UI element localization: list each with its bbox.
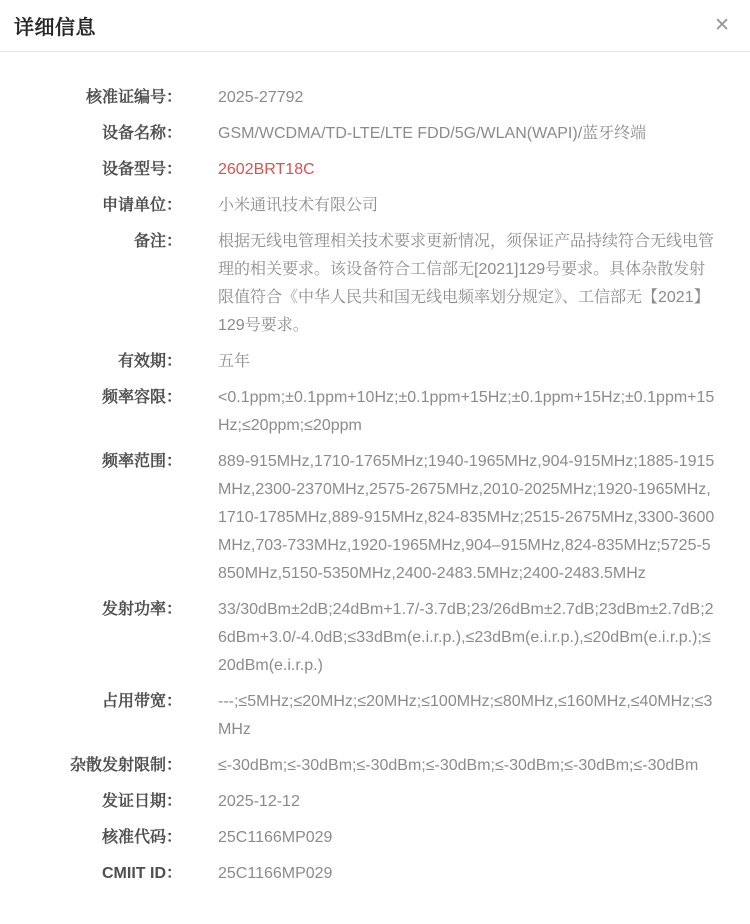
field-label: 核准代码：: [101, 829, 182, 846]
field-value: ≤-30dBm;≤-30dBm;≤-30dBm;≤-30dBm;≤-30dBm;≤-30dBm;≤-30dBm: [218, 757, 699, 774]
field-label: 设备名称：: [101, 125, 182, 142]
field-row: [0, 228, 750, 340]
field-row: [0, 120, 750, 148]
field-value: GSM/WCDMA/TD-LTE/LTE FDD/5G/WLAN(WAPI)/蓝牙终端: [218, 125, 647, 142]
field-label: 频率范围：: [101, 453, 182, 470]
field-label: 发射功率：: [101, 601, 182, 618]
field-label: 设备型号：: [101, 161, 182, 178]
field-value: 33/30dBm±2dB;24dBm+1.7/-3.7dB;23/26dBm±2.7dB;23dBm±2.7dB;26dBm+3.0/-4.0dB;≤33dBm(e.i.r.p.),≤23dBm(e.i.r.p.),≤20dBm(e.i.r.p.);≤20dBm(e.i.r.p.): [218, 601, 714, 674]
field-label: 有效期：: [117, 353, 182, 370]
field-row: [0, 348, 750, 376]
field-row: [0, 596, 750, 680]
field-value: 889-915MHz,1710-1765MHz;1940-1965MHz,904-915MHz;1885-1915MHz,2300-2370MHz,2575-2675MHz,2010-2025MHz;1920-1965MHz,1710-1785MHz,889-915MHz,824-835MHz;2515-2675MHz,3300-3600MHz,703-733MHz,1920-1965MHz,904–915MHz,824-835MHz;5725-5850MHz,5150-5350MHz,2400-2483.5MHz;2400-2483.5MHz: [218, 453, 715, 582]
field-label: 发证日期：: [101, 793, 182, 810]
dialog-title: 详细信息: [14, 17, 96, 39]
field-value: 2025-12-12: [218, 793, 300, 810]
field-value: 根据无线电管理相关技术要求更新情况，须保证产品持续符合无线电管理的相关要求。该设备符合工信部无[2021]129号要求。具体杂散发射限值符合《中华人民共和国无线电频率划分规定》、工信部无【2021】129号要求。: [218, 233, 715, 334]
field-label: 占用带宽：: [101, 693, 182, 710]
field-label: CMIIT ID：: [102, 865, 182, 882]
field-value: <0.1ppm;±0.1ppm+10Hz;±0.1ppm+15Hz;±0.1ppm+15Hz;±0.1ppm+15Hz;≤20ppm;≤20ppm: [218, 389, 715, 434]
field-value: 小米通讯技术有限公司: [218, 197, 379, 214]
field-row: [0, 448, 750, 588]
field-row: [0, 788, 750, 816]
dialog-header: [0, 0, 750, 52]
field-label: 杂散发射限制：: [69, 757, 182, 774]
close-icon[interactable]: ✕: [714, 15, 730, 36]
field-row: [0, 192, 750, 220]
field-row: [0, 688, 750, 744]
field-row: [0, 860, 750, 888]
field-label: 核准证编号：: [85, 89, 182, 106]
field-row: [0, 384, 750, 440]
field-value: ---;≤5MHz;≤20MHz;≤20MHz;≤100MHz;≤80MHz,≤160MHz,≤40MHz;≤3MHz: [218, 693, 713, 738]
field-value: 2602BRT18C: [218, 161, 315, 178]
field-list: [0, 52, 750, 906]
field-value: 2025-27792: [218, 89, 304, 106]
field-label: 频率容限：: [101, 389, 182, 406]
field-row: [0, 824, 750, 852]
field-label: 申请单位：: [101, 197, 182, 214]
field-value: 五年: [218, 353, 251, 370]
field-value: 25C1166MP029: [218, 865, 333, 882]
field-value: 25C1166MP029: [218, 829, 333, 846]
field-row: [0, 752, 750, 780]
field-label: 备注：: [133, 233, 182, 250]
field-row: [0, 84, 750, 112]
field-row: [0, 156, 750, 184]
